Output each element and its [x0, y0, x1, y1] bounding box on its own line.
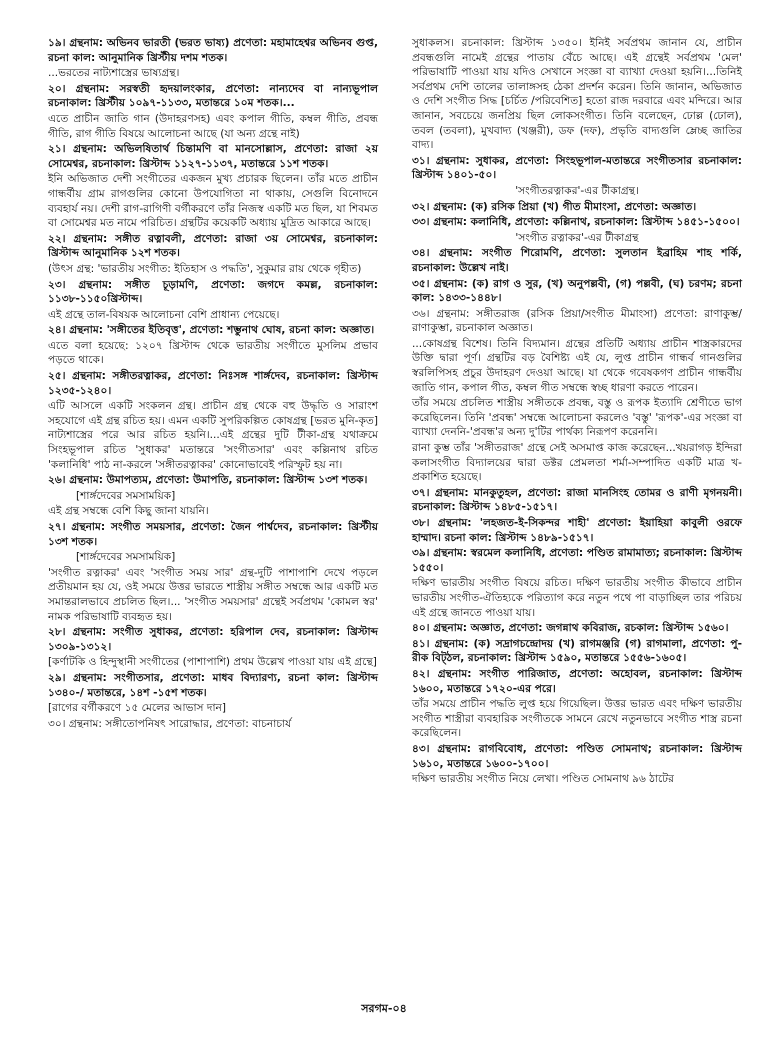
entry-paragraph: ৩০। গ্রন্থনাম: সঙ্গীতোপনিষৎ সারোদ্ধার, প্রণেতা: বাচনাচার্য	[48, 717, 292, 730]
entry-paragraph: দক্ষিণ ভারতীয় সংগীত নিয়ে লেখা। পণ্ডিত সোমনাথ ৯৬ ঠাটের	[412, 773, 674, 786]
entry-paragraph: 'সংগীত রত্নাকর' এবং 'সংগীত সময় সার' গ্রন্থ-দুটি পাশাপাশি দেখে পড়লে প্রতীয়মান হয় যে, ওই সময়ে উত্তর ভারতে শাস্ত্রীয় সঙ্গীত সম্বন্ধে আর একটি মত সমান্তরালভাবে প্রচলিত ছিল।... 'সংগীত সময়সার' গ্রন্থেই সর্বপ্রথম 'কোমল স্বর' নামক পরিভাষাটি ব্যবহৃত হয়।	[48, 566, 378, 623]
entry-heading: ২০। গ্রন্থনাম: সরস্বতী হৃদয়ালংকার, প্রণেতা: নান্যদেব বা নান্যভূপাল রচনাকাল: খ্রিস্টীয় ১০৯৭-১১৩৩, মতান্তরে ১০ম শতক।...	[48, 82, 378, 110]
entry-paragraph: তাঁর সময়ে প্রচলিত শাস্ত্রীয় সঙ্গীতকে প্রবন্ধ, বস্তু ও রূপক ইত্যাদি শ্রেণীতে ভাগ করেছিলেন। তিনি 'প্রবন্ধ' সম্বন্ধে আলোচনা করলেও 'বস্তু' 'রূপক'-এর সংজ্ঞা বা ব্যাখ্যা দেননি-'প্রবন্ধ'র অন্য দু'টির পার্থক্য নিরূপণ করেননি।	[412, 397, 742, 439]
entry-paragraph: (উৎস গ্রন্থ: 'ভারতীয় সংগীত: ইতিহাস ও পদ্ধতি', সুকুমার রায় থেকে গৃহীত)	[48, 262, 362, 275]
entry-heading: ৩৮। গ্রন্থনাম: 'লহজত-ই-সিকন্দর শাহী' প্রণেতা: ইয়াহিয়া কাবুলী ওরফে হাম্মাদ। রচনা কাল: খ্রিস্টাব্দ ১৪৮৯-১৫১৭।	[412, 517, 742, 544]
entry-heading: ২৮। গ্রন্থনাম: সংগীত সুধাকর, প্রণেতা: হরিপাল দেব, রচনাকাল: খ্রিস্টাব্দ ১৩০৯-১৩১২।	[48, 626, 378, 653]
entry-heading: ৩৭। গ্রন্থনাম: মানকুতুহল, প্রণেতা: রাজা মানসিংহ তোমর ও রাণী মৃগনয়নী। রচনাকাল: খ্রিস্টাব্দ ১৪৮৫-১৫১৭।	[412, 486, 742, 514]
entry-paragraph: তাঁর সময়ে প্রাচীন পদ্ধতি লুপ্ত হয়ে গিয়েছিল। উত্তর ভারত এবং দক্ষিণ ভারতীয় সংগীত শাস্ত্রীরা ব্যবহারিক সংগীতকে সামনে রেখে নতুনভাবে সংগীত শাস্ত্র রচনা করেছিলেন।	[412, 698, 742, 740]
entry-paragraph: রানা কুম্ভ তাঁর 'সঙ্গীতরাজ' গ্রন্থে সেই অসমাপ্ত কাজ করেছেন...খয়রাগড় ইন্দিরা কলাসংগীত বিদ্যালয়ের দ্বারা ডক্টর প্রেমলতা শর্মা-সম্পাদিত একটি মাত্র খ- প্রকাশিত হয়েছে।	[412, 442, 742, 484]
entry-paragraph: 'সংগীতরত্নাকর'-এর টীকাগ্রন্থ।	[515, 184, 639, 197]
entry-heading: ২৫। গ্রন্থনাম: সঙ্গীতরত্নাকর, প্রণেতা: নিঃসঙ্গ শার্ঙ্গদেব, রচনাকাল: খ্রিস্টাব্দ ১২৩৫-১২৪০।	[48, 370, 378, 397]
entry-paragraph: এতে বলা হয়েছে: ১২০৭ খ্রিস্টাব্দ থেকে ভারতীয় সংগীতে মুসলিম প্রভাব পড়তে থাকে।	[48, 339, 378, 367]
entry-paragraph: 'সংগীত রত্নাকর'-এর টীকাগ্রন্থ	[515, 231, 639, 244]
entry-paragraph: ৩৬। গ্রন্থনাম: সঙ্গীতরাজ (রসিক প্রিয়া/সংগীত মীমাংসা) প্রণেতা: রাণাকুম্ভ/ রাণাকুম্ভা, রচনাকাল অজ্ঞাত।	[412, 307, 742, 335]
entry-heading: ২৯। গ্রন্থনাম: সংগীতসার, প্রণেতা: মাধব বিদ্যারণ্য, রচনা কাল: খ্রিস্টাব্দ ১৩৪০-/ মতান্তরে, ১৪শ -১৫শ শতক।	[48, 671, 378, 699]
entry-heading: ২৬। গ্রন্থনাম: উমাপত্যম, প্রণেতা: উমাপতি, রচনাকাল: খ্রিস্টাব্দ ১৩শ শতক।	[48, 474, 368, 487]
entry-paragraph: এটি আসলে একটি সংকলন গ্রন্থ। প্রাচীন গ্রন্থ থেকে বহু উদ্ধৃতি ও সারাংশ সহযোগে এই গ্রন্থ রচিত হয়। এমন একটি সুপরিকল্পিত কোষগ্রন্থ [ভরত মুনি-কৃত] নাট্যশাস্ত্রের পরে আর রচিত হয়নি।...এই গ্রন্থের দুটি টীকা-গ্রন্থ যথাক্রমে সিংহভূপাল রচিত 'সুধাকর' মতান্তরে 'সংগীতসার' এবং কল্লিনাথ রচিত 'কলানিধি' পাঠ না-করলে 'সঙ্গীতরত্নাকর' কোনোভাবেই পরিস্ফুট হয় না।	[48, 400, 378, 471]
entry-heading: ৩৫। গ্রন্থনাম: (ক) রাগ ও সুর, (খ) অনুপল্লবী, (গ) পল্লবী, (ঘ) চরণম; রচনা কাল: ১৪৩৩-১৪৪৮।	[412, 277, 742, 305]
entry-paragraph: এতে প্রাচীন জাতি গান (উদাহরণসহ) এবং কপাল গীতি, কম্বল গীতি, প্রবন্ধ গীতি, রাগ গীতি বিষয়ে আলোচনা আছে (যা অন্য গ্রন্থে নাই)	[48, 112, 378, 140]
entry-paragraph: এই গ্রন্থ সম্বন্ধে বেশি কিছু জানা যায়নি।	[48, 505, 209, 518]
entry-heading: ৪৩। গ্রন্থনাম: রাগবিবোধ, প্রণেতা: পণ্ডিত সোমনাথ; রচনাকাল: খ্রিস্টাব্দ ১৬১০, মতান্তরে ১৬০০-১৭০০।	[412, 742, 742, 770]
entry-paragraph: ইনি অভিজাত দেশী সংগীতের একজন মুখ্য প্রচারক ছিলেন। তাঁর মতে প্রাচীন গান্ধর্বীয় গ্রাম রাগগুলির কোনো উপযোগিতা না থাকায়, সেগুলি বিনোদনে ব্যবহার্য নয়। দেশী রাগ-রাগিণী বর্গীকরণে তাঁর নিজস্ব একটি মত ছিল, যা শিবমত বা সোমেশ্বর মত নামে পরিচিত। গ্রন্থটির কয়েকটি অধ্যায় মুদ্রিত আকারে আছে।	[48, 173, 378, 230]
right-column	[412, 36, 742, 788]
entry-heading: ৪১। গ্রন্থনাম: (ক) সদ্রাগচন্দ্রোদয় (খ) রাগমঞ্জরি (গ) রাগমালা, প্রণেতা: পু-রীক বিট্ঠল, রচনাকাল: খ্রিস্টাব্দ ১৫৯০, মতান্তরে ১৫৫৬-১৬০৫।	[412, 637, 742, 665]
entry-paragraph: এই গ্রন্থে তাল-বিষয়ক আলোচনা বেশি প্রাধান্য পেয়েছে।	[48, 308, 280, 321]
entry-heading: ৩২। গ্রন্থনাম: (ক) রসিক প্রিয়া (খ) গীত মীমাংসা, প্রণেতা: অজ্ঞাত।	[412, 200, 697, 213]
page-footer: সরগম-০৪	[361, 1002, 407, 1015]
entry-paragraph: ...কোষগ্রন্থ বিশেষ। তিনি বিদ্যমান। গ্রন্থের প্রতিটি অধ্যায় প্রাচীন শাস্ত্রকারদের উক্তি দ্বারা পূর্ণ। গ্রন্থটির বড় বৈশিষ্ট্য এই যে, লুপ্ত প্রাচীন গান্ধর্ব গানগুলির স্বরলিপিসহ প্রচুর উদাহরণ দেওয়া আছে। যা থেকে গবেষকগণ প্রাচীন গান্ধর্বীয় জাতি গান, কপাল গীত, কম্বল গীত সম্বন্ধে স্বচ্ছ ধারণা করতে পারেন।	[412, 337, 742, 394]
entry-heading: ১৯। গ্রন্থনাম: অভিনব ভারতী (ভরত ভাষ্য) প্রণেতা: মহামাহেশ্বর অভিনব গুপ্ত, রচনা কাল: আনুমানিক খ্রিস্টীয় দশম শতক।	[48, 37, 378, 64]
entry-paragraph: সুধাকলস। রচনাকাল: খ্রিস্টাব্দ ১৩৫০। ইনিই সর্বপ্রথম জানান যে, প্রাচীন প্রবন্ধগুলি নামেই গ্রন্থের পাতায় বেঁচে আছে। এই গ্রন্থেই সর্বপ্রথম 'মেল' পরিভাষাটি পাওয়া যায় যদিও সেখানে সংজ্ঞা বা ব্যাখ্যা দেওয়া হয়নি।...তিনিই সর্বপ্রথম দেশি তালের তালাঙ্গসহ ঠেকা প্রদর্শন করেন। তিনি জানান, অভিজাত ও দেশি সংগীত সিদ্ধ [চর্চিত /পরিবেশিত] হতো রাজ দরবারে এবং মন্দিরে। আর জানান, সবচেয়ে জনপ্রিয় ছিল লোকসংগীত। তিনি বলেছেন, ঢোল্ল (ঢোল), তবল (তবলা), মুখবাদ্য (খঞ্জরী), ডফ (দফ), প্রভৃতি বাদ্যগুলি ম্লেচ্ছ জাতির বাদ্য।	[412, 37, 742, 152]
entry-heading: ৪০। গ্রন্থনাম: অজ্ঞাত, প্রণেতা: জগন্নাথ কবিরাজ, রচকাল: খ্রিস্টাব্দ ১৫৬০।	[412, 622, 729, 635]
entry-heading: ৩১। গ্রন্থনাম: সুধাকর, প্রণেতা: সিংহভূপাল-মতান্তরে সংগীতসার রচনাকাল: খ্রিস্টাব্দ ১৪০১-৫০।	[412, 154, 742, 182]
entry-heading: ২৩। গ্রন্থনাম: সঙ্গীত চূড়ামণি, প্রণেতা: জগদে কমল্ল, রচনাকাল: ১১৩৮-১১৫০খ্রিস্টাব্দ।	[48, 278, 378, 306]
entry-heading: ২৪। গ্রন্থনাম: 'সঙ্গীতের ইতিবৃত্ত', প্রণেতা: শম্ভুনাথ ঘোষ, রচনা কাল: অজ্ঞাত।	[48, 324, 375, 337]
entry-paragraph: [কর্ণাটকি ও হিন্দুস্থানী সংগীতের (পাশাপাশি) প্রথম উল্লেখ পাওয়া যায় এই গ্রন্থে]	[48, 656, 377, 669]
entry-paragraph: [শার্ঙ্গদেবের সমসাময়িক]	[76, 489, 176, 502]
entry-heading: ৩৪। গ্রন্থনাম: সংগীত শিরোমণি, প্রণেতা: সুলতান ইব্রাহিম শাহ শর্কি, রচনাকাল: উল্লেখ নাই।	[412, 247, 742, 274]
entry-paragraph: ...ভরতের নাট্যশাস্ত্রের ভাষ্যগ্রন্থ।	[48, 67, 180, 80]
entry-heading: ২১। গ্রন্থনাম: অভিলষিতার্থ চিন্তামণি বা মানসোল্লাস, প্রণেতা: রাজা ২য় সোমেশ্বর, রচনাকাল: খ্রিস্টাব্দ ১১২৭-১১৩৭, মতান্তরে ১১শ শতক।	[48, 143, 378, 170]
entry-paragraph: [শার্ঙ্গদেবের সমসাময়িক]	[76, 551, 176, 564]
left-column	[48, 36, 378, 732]
entry-heading: ৩৩। গ্রন্থনাম: কলানিধি, প্রণেতা: কল্লিনাথ, রচনাকাল: খ্রিস্টাব্দ ১৪৫১-১৫০০।	[412, 216, 740, 229]
entry-heading: ৪২। গ্রন্থনাম: সংগীত পারিজাত, প্রণেতা: অহোবল, রচনাকাল: খ্রিস্টাব্দ ১৬০০, মতান্তরে ১৭২০-এর পরে।	[412, 667, 742, 695]
entry-paragraph: দক্ষিণ ভারতীয় সংগীত বিষয়ে রচিত। দক্ষিণ ভারতীয় সংগীত কীভাবে প্রাচীন ভারতীয় সংগীত-ঐতিহ্যকে পরিত্যাগ করে নতুন পথে পা বাড়াচ্ছিল তার পরিচয় এই গ্রন্থে জানতে পাওয়া যায়।	[412, 577, 742, 619]
entry-heading: ২৭। গ্রন্থনাম: সংগীত সময়সার, প্রণেতা: জৈন পার্শ্বদেব, রচনাকাল: খ্রিস্টীয় ১৩শ শতক।	[48, 521, 378, 548]
entry-paragraph: [রাগের বর্গীকরণে ১৫ মেলের আভাস দান]	[48, 702, 226, 715]
entry-heading: ৩৯। গ্রন্থনাম: স্বরমেল কলানিধি, প্রণেতা: পণ্ডিত রামামাত্য; রচনাকাল: খ্রিস্টাব্দ ১৫৫০।	[412, 547, 742, 574]
entry-heading: ২২। গ্রন্থনাম: সঙ্গীত রত্নাবলী, প্রণেতা: রাজা ৩য় সোমেশ্বর, রচনাকাল: খ্রিস্টাব্দ আনুমানিক ১২শ শতক।	[48, 232, 378, 260]
